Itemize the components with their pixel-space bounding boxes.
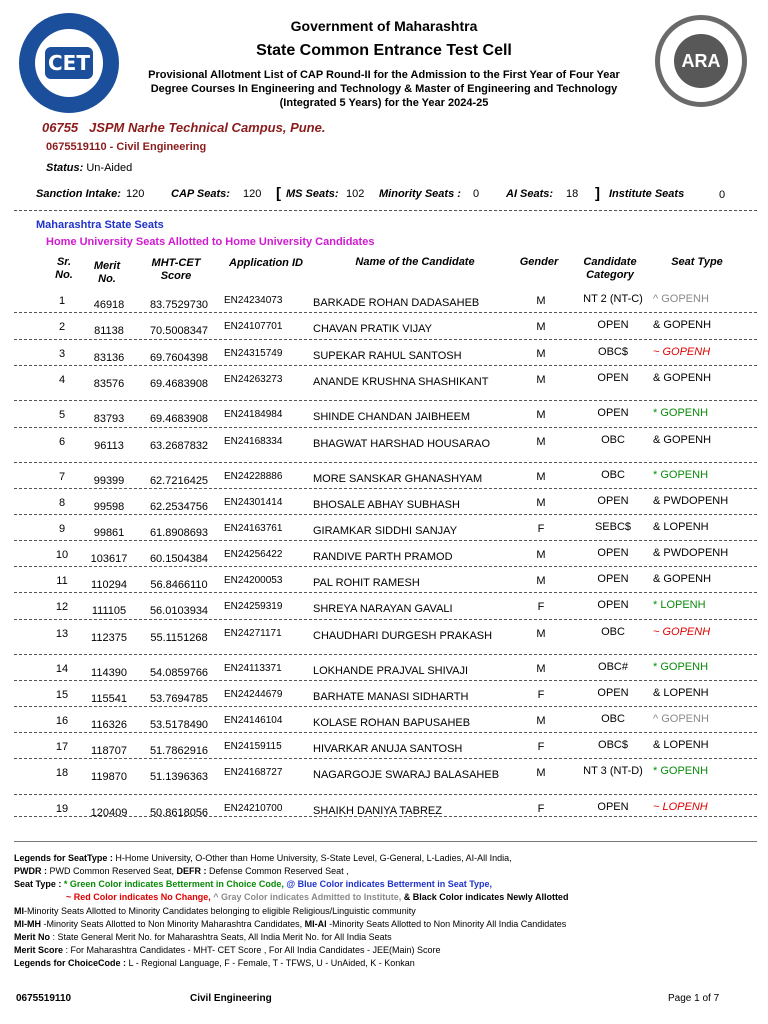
row-1-seat-type: ^ GOPENH	[653, 293, 709, 305]
course-name: 0675519110 - Civil Engineering	[46, 141, 207, 153]
row-7-seat-type: * GOPENH	[653, 469, 709, 481]
row-8-sr: 8	[58, 497, 66, 509]
row-8-seat-type: & PWDOPENH	[653, 495, 729, 507]
row-13-name: CHAUDHARI DURGESH PRAKASH	[313, 630, 493, 642]
row-13-seat-type: ~ GOPENH	[653, 626, 711, 638]
row-19-score: 50.8618056	[149, 807, 209, 819]
row-2-merit: 81138	[94, 325, 124, 337]
row-separator	[14, 706, 757, 707]
row-17-seat-type: & LOPENH	[653, 739, 709, 751]
status-label: Status:	[46, 162, 84, 174]
row-8-app: EN24301414	[224, 497, 283, 508]
row-17-sr: 17	[55, 741, 69, 753]
ai-seats-value: 18	[566, 188, 579, 200]
row-15-app: EN24244679	[224, 689, 283, 700]
row-2-gender: M	[536, 321, 546, 333]
row-1-app: EN24234073	[224, 295, 283, 306]
open-bracket: [	[276, 185, 281, 202]
row-separator	[14, 758, 757, 759]
row-separator	[14, 816, 757, 817]
row-5-sr: 5	[58, 409, 66, 421]
row-12-cat: OPEN	[597, 599, 629, 611]
row-separator	[14, 400, 757, 401]
row-19-name: SHAIKH DANIYA TABREZ	[313, 805, 442, 817]
row-separator	[14, 488, 757, 489]
subtitle-line-1: Provisional Allotment List of CAP Round-II for the Admission to the First Year of Four Year	[148, 69, 620, 81]
row-8-cat: OPEN	[597, 495, 629, 507]
row-14-score: 54.0859766	[149, 667, 209, 679]
legend-line-2: PWDR : PWD Common Reserved Seat, DEFR : Defense Common Reserved Seat ,	[14, 866, 349, 876]
row-separator	[14, 566, 757, 567]
row-7-score: 62.7216425	[149, 475, 209, 487]
row-11-name: PAL ROHIT RAMESH	[313, 577, 420, 589]
row-1-sr: 1	[58, 295, 66, 307]
col-seat-type: Seat Type	[671, 256, 723, 268]
row-3-sr: 3	[58, 348, 66, 360]
row-19-cat: OPEN	[597, 801, 629, 813]
row-separator	[14, 365, 757, 366]
row-16-name: KOLASE ROHAN BAPUSAHEB	[313, 717, 471, 729]
row-12-app: EN24259319	[224, 601, 283, 612]
ms-seats-value: 102	[346, 188, 365, 200]
row-10-merit: 103617	[90, 553, 128, 565]
legend-line-5: MI-Minority Seats Allotted to Minority Candidates belonging to eligible Religious/Linguistic community	[14, 906, 416, 916]
row-2-cat: OPEN	[597, 319, 629, 331]
row-7-gender: M	[536, 471, 546, 483]
row-separator	[14, 462, 757, 463]
row-14-cat: OBC#	[598, 661, 628, 673]
row-7-name: MORE SANSKAR GHANASHYAM	[313, 473, 483, 485]
document-subtitle	[0, 68, 768, 110]
row-18-app: EN24168727	[224, 767, 283, 778]
row-16-merit: 116326	[91, 719, 127, 731]
row-8-merit: 99598	[93, 501, 125, 513]
row-14-seat-type: * GOPENH	[653, 661, 709, 673]
row-6-app: EN24168334	[224, 436, 283, 447]
col-sr-no: Sr. No.	[55, 256, 73, 281]
row-6-cat: OBC	[601, 434, 625, 446]
row-10-cat: OPEN	[597, 547, 629, 559]
row-13-cat: OBC	[601, 626, 625, 638]
row-13-app: EN24271171	[224, 628, 282, 639]
row-14-merit: 114390	[91, 667, 127, 679]
row-4-cat: OPEN	[597, 372, 629, 384]
row-18-sr: 18	[55, 767, 69, 779]
col-application-id: Application ID	[229, 257, 303, 269]
cet-logo-text: CET	[45, 47, 93, 79]
row-8-gender: M	[536, 497, 546, 509]
ai-seats-label: AI Seats:	[506, 188, 554, 200]
row-14-name: LOKHANDE PRAJVAL SHIVAJI	[313, 665, 469, 677]
row-separator	[14, 794, 757, 795]
row-1-merit: 46918	[93, 299, 125, 311]
legend-divider	[14, 841, 757, 842]
row-separator	[14, 654, 757, 655]
row-19-merit: 120409	[90, 807, 128, 819]
row-1-cat: NT 2 (NT-C)	[583, 293, 643, 305]
row-1-gender: M	[536, 295, 546, 307]
col-category: Candidate Category	[583, 256, 637, 281]
row-2-app: EN24107701	[224, 321, 283, 332]
row-3-cat: OBC$	[598, 346, 628, 358]
row-18-merit: 119870	[91, 771, 127, 783]
row-15-name: BARHATE MANASI SIDHARTH	[313, 691, 469, 703]
row-12-sr: 12	[55, 601, 69, 613]
row-11-cat: OPEN	[597, 573, 629, 585]
row-separator	[14, 592, 757, 593]
footer-page-number: Page 1 of 7	[668, 993, 720, 1004]
row-9-app: EN24163761	[224, 523, 283, 534]
col-score: MHT-CET Score	[151, 257, 201, 282]
row-separator	[14, 680, 757, 681]
row-4-sr: 4	[58, 374, 66, 386]
row-10-app: EN24256422	[224, 549, 283, 560]
row-15-sr: 15	[55, 689, 69, 701]
row-2-seat-type: & GOPENH	[653, 319, 712, 331]
row-10-sr: 10	[55, 549, 69, 561]
row-15-cat: OPEN	[597, 687, 629, 699]
row-7-merit: 99399	[93, 475, 125, 487]
row-18-cat: NT 3 (NT-D)	[583, 765, 643, 777]
row-16-cat: OBC	[601, 713, 625, 725]
row-15-merit: 115541	[91, 693, 127, 705]
row-15-score: 53.7694785	[149, 693, 209, 705]
col-gender: Gender	[519, 256, 559, 268]
status-line	[46, 162, 132, 174]
row-11-score: 56.8466110	[150, 579, 208, 591]
row-13-score: 55.1151268	[150, 632, 208, 644]
row-6-gender: M	[536, 436, 546, 448]
divider	[14, 210, 757, 211]
legend-line-6: MI-MH -Minority Seats Allotted to Non Minority Maharashtra Candidates, MI-AI -Minority Seats Allotted to Non Minority All India Candidates	[14, 919, 567, 929]
row-11-app: EN24200053	[224, 575, 283, 586]
row-5-gender: M	[536, 409, 546, 421]
legend-line-9: Legends for ChoiceCode : L - Regional Language, F - Female, T - TFWS, U - UnAided, K - Konkan	[14, 958, 415, 968]
row-9-merit: 99861	[93, 527, 125, 539]
row-2-sr: 2	[58, 321, 66, 333]
row-7-cat: OBC	[601, 469, 625, 481]
row-9-cat: SEBC$	[594, 521, 632, 533]
row-18-score: 51.1396363	[149, 771, 209, 783]
row-19-sr: 19	[55, 803, 69, 815]
row-separator	[14, 540, 757, 541]
row-1-score: 83.7529730	[149, 299, 209, 311]
subtitle-line-2: Degree Courses In Engineering and Technology & Master of Engineering and Technology	[150, 83, 618, 95]
row-18-gender: M	[536, 767, 546, 779]
cap-seats-value: 120	[243, 188, 262, 200]
row-17-score: 51.7862916	[149, 745, 209, 757]
row-14-gender: M	[536, 663, 546, 675]
legend-line-1: Legends for SeatType : H-Home University, O-Other than Home University, S-State Level, G-General, L-Ladies, AI-All India,	[14, 853, 512, 863]
row-8-name: BHOSALE ABHAY SUBHASH	[313, 499, 460, 511]
row-2-score: 70.5008347	[149, 325, 209, 337]
row-3-seat-type: ~ GOPENH	[653, 346, 711, 358]
row-4-seat-type: & GOPENH	[653, 372, 712, 384]
close-bracket: ]	[595, 185, 600, 202]
row-2-name: CHAVAN PRATIK VIJAY	[313, 323, 432, 335]
minority-seats-value: 0	[473, 188, 480, 200]
row-14-sr: 14	[55, 663, 69, 675]
row-6-seat-type: & GOPENH	[653, 434, 712, 446]
row-12-seat-type: * LOPENH	[653, 599, 706, 611]
subtitle-line-3: (Integrated 5 Years) for the Year 2024-25	[279, 97, 489, 109]
footer-course-code: 0675519110	[16, 993, 72, 1004]
row-separator	[14, 732, 757, 733]
row-6-sr: 6	[58, 436, 66, 448]
row-10-score: 60.1504384	[149, 553, 209, 565]
row-17-gender: F	[537, 741, 545, 753]
legend-line-3: Seat Type : * Green Color indicates Betterment in Choice Code, @ Blue Color indicates Betterment in Seat Type,	[14, 879, 493, 889]
row-11-sr: 11	[56, 575, 68, 587]
row-10-name: RANDIVE PARTH PRAMOD	[313, 551, 453, 563]
minority-seats-label: Minority Seats :	[379, 188, 461, 200]
row-14-app: EN24113371	[224, 663, 282, 674]
footer-course-name: Civil Engineering	[190, 993, 272, 1004]
legend-line-7: Merit No : State General Merit No. for Maharashtra Seats, All India Merit No. for All India Seats	[14, 932, 392, 942]
row-15-gender: F	[537, 689, 545, 701]
row-6-name: BHAGWAT HARSHAD HOUSARAO	[313, 438, 491, 450]
row-separator	[14, 427, 757, 428]
ara-logo-text: ARA	[674, 34, 728, 88]
row-11-seat-type: & GOPENH	[653, 573, 712, 585]
row-6-merit: 96113	[94, 440, 124, 452]
cap-seats-label: CAP Seats:	[171, 188, 230, 200]
row-17-name: HIVARKAR ANUJA SANTOSH	[313, 743, 463, 755]
row-17-app: EN24159115	[224, 741, 282, 752]
row-9-seat-type: & LOPENH	[653, 521, 709, 533]
row-19-app: EN24210700	[224, 803, 283, 814]
row-16-gender: M	[536, 715, 546, 727]
row-9-gender: F	[537, 523, 545, 535]
row-16-app: EN24146104	[224, 715, 283, 726]
row-separator	[14, 339, 757, 340]
row-18-name: NAGARGOJE SWARAJ BALASAHEB	[313, 769, 500, 781]
sanction-intake-label: Sanction Intake:	[36, 188, 121, 200]
row-9-sr: 9	[58, 523, 66, 535]
row-19-seat-type: ~ LOPENH	[653, 801, 708, 813]
row-6-score: 63.2687832	[149, 440, 209, 452]
section-subtitle: Home University Seats Allotted to Home University Candidates	[46, 236, 375, 248]
row-13-merit: 112375	[91, 632, 127, 644]
government-title: Government of Maharashtra	[290, 18, 478, 34]
row-4-app: EN24263273	[224, 374, 283, 385]
row-12-score: 56.0103934	[149, 605, 209, 617]
institute-seats-label: Institute Seats	[609, 188, 685, 200]
row-9-name: GIRAMKAR SIDDHI SANJAY	[313, 525, 458, 537]
row-13-sr: 13	[55, 628, 69, 640]
row-1-name: BARKADE ROHAN DADASAHEB	[313, 297, 480, 309]
row-3-name: SUPEKAR RAHUL SANTOSH	[313, 350, 462, 362]
col-merit-no: Merit No.	[93, 260, 121, 285]
cell-title: State Common Entrance Test Cell	[256, 42, 512, 59]
legend-line-8: Merit Score : For Maharashtra Candidates - MHT- CET Score , For All India Candidates - JEE(Main) Score	[14, 945, 441, 955]
row-16-score: 53.5178490	[149, 719, 209, 731]
row-3-app: EN24315749	[224, 348, 283, 359]
row-separator	[14, 514, 757, 515]
row-10-gender: M	[536, 549, 546, 561]
row-4-score: 69.4683908	[149, 378, 209, 390]
row-separator	[14, 619, 757, 620]
row-10-seat-type: & PWDOPENH	[653, 547, 729, 559]
row-16-sr: 16	[55, 715, 69, 727]
row-17-merit: 118707	[91, 745, 127, 757]
row-5-merit: 83793	[93, 413, 125, 425]
row-17-cat: OBC$	[598, 739, 628, 751]
row-9-score: 61.8908693	[149, 527, 209, 539]
row-5-score: 69.4683908	[149, 413, 209, 425]
row-15-seat-type: & LOPENH	[653, 687, 709, 699]
row-11-gender: M	[536, 575, 546, 587]
row-3-gender: M	[536, 348, 546, 360]
row-4-gender: M	[536, 374, 546, 386]
row-13-gender: M	[536, 628, 546, 640]
status-value: Un-Aided	[86, 162, 133, 174]
row-11-merit: 110294	[91, 579, 127, 591]
row-separator	[14, 312, 757, 313]
col-candidate-name: Name of the Candidate	[355, 256, 475, 268]
sanction-intake-value: 120	[126, 188, 145, 200]
row-3-merit: 83136	[93, 352, 125, 364]
row-16-seat-type: ^ GOPENH	[653, 713, 709, 725]
row-12-merit: 111105	[91, 605, 127, 617]
row-5-name: SHINDE CHANDAN JAIBHEEM	[313, 411, 471, 423]
ms-seats-label: MS Seats:	[286, 188, 339, 200]
row-7-sr: 7	[58, 471, 66, 483]
row-3-score: 69.7604398	[149, 352, 209, 364]
row-7-app: EN24228886	[224, 471, 283, 482]
section-title: Maharashtra State Seats	[36, 219, 164, 231]
legend-line-4: ~ Red Color indicates No Change, ^ Gray Color indicates Admitted to Institute, & Black Color indicates Newly Allotted	[66, 892, 569, 902]
row-5-app: EN24184984	[224, 409, 283, 420]
row-19-gender: F	[537, 803, 545, 815]
row-12-gender: F	[537, 601, 545, 613]
row-5-seat-type: * GOPENH	[653, 407, 709, 419]
row-8-score: 62.2534756	[149, 501, 209, 513]
row-4-name: ANANDE KRUSHNA SHASHIKANT	[313, 376, 489, 388]
row-5-cat: OPEN	[597, 407, 629, 419]
institute-seats-value: 0	[719, 189, 726, 201]
institute-name: 06755 JSPM Narhe Technical Campus, Pune.	[42, 120, 326, 135]
row-4-merit: 83576	[93, 378, 125, 390]
row-12-name: SHREYA NARAYAN GAVALI	[313, 603, 453, 615]
row-18-seat-type: * GOPENH	[653, 765, 709, 777]
